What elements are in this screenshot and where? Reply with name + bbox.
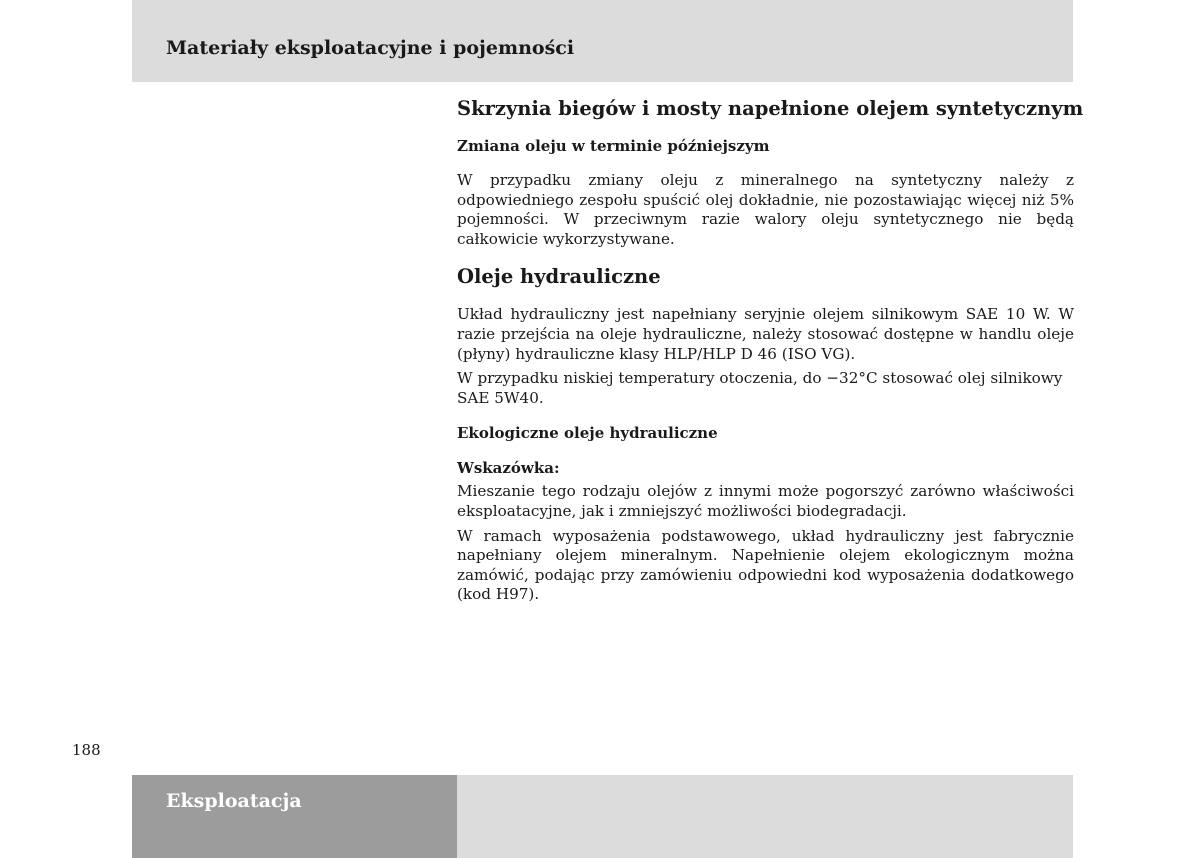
chapter-header-bar (132, 0, 1073, 82)
paragraph-oil-change: W przypadku zmiany oleju z mineralnego na syntetyczny należy z odpowiedniego zespołu spuścić olej dokładnie, nie pozostawiając więcej niż 5% pojemności. W przeciwnym razie walory oleju syntetycznego nie będą całkowicie wykorzystywane. (457, 171, 1074, 248)
footer-bar (457, 775, 1073, 858)
note-paragraph: Mieszanie tego rodzaju olejów z innymi może pogorszyć zarówno właściwości eksploatacyjne, jak i zmniejszyć możliwości biodegradacji. (457, 482, 1074, 520)
subsection-title-oil-change: Zmiana oleju w terminie późniejszym (457, 137, 770, 155)
section-title-synthetic-oil: Skrzynia biegów i mosty napełnione olejem syntetycznym (457, 97, 1084, 120)
page-content (457, 96, 1084, 605)
footer-section-label: Eksploatacja (166, 790, 302, 812)
note-title: Wskazówka: (457, 459, 560, 478)
chapter-title: Materiały eksploatacyjne i pojemności (166, 37, 575, 59)
page-number: 188 (72, 741, 101, 759)
paragraph-low-temperature (457, 369, 1074, 408)
paragraph-ecological-order: W ramach wyposażenia podstawowego, układ hydrauliczny jest fabrycznie napełniany olejem mineralnym. Napełnienie olejem ekologicznym można zamówić, podając przy zamówieniu odpowiedni kod wyposażenia dodatkowego (kod H97). (457, 526, 1074, 604)
subsection-title-ecological-oils: Ekologiczne oleje hydrauliczne (457, 424, 718, 443)
section-title-hydraulic-oils: Oleje hydrauliczne (457, 265, 661, 289)
low-temperature-line-1: W przypadku niskiej temperatury otoczenia, do −32°C stosować olej silnikowy (457, 369, 1063, 388)
footer-section-tab (132, 775, 457, 858)
paragraph-hydraulic-system: Układ hydrauliczny jest napełniany seryjnie olejem silnikowym SAE 10 W. W razie przejścia na oleje hydrauliczne, należy stosować dostępne w handlu oleje (płyny) hydrauliczne klasy HLP/HLP D 46 (ISO VG). (457, 305, 1074, 363)
low-temperature-line-2: SAE 5W40. (457, 388, 544, 407)
